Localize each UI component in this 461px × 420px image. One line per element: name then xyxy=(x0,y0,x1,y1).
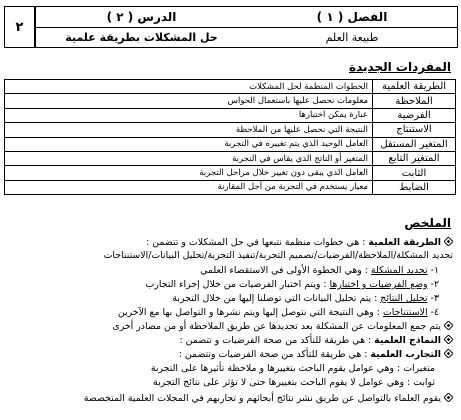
lesson-header xyxy=(4,6,458,48)
diamond-bullet-icon xyxy=(444,237,453,246)
chapter-title: الفصل ( ١ ) xyxy=(247,7,457,28)
term-label: الطريقة العلمية xyxy=(368,237,441,248)
term-label: النماذج العلمية xyxy=(374,335,441,346)
vocab-def: العامل الوحيد الذي يتم تغييره في التجربة xyxy=(5,137,373,151)
lesson-cell xyxy=(35,7,247,47)
table-row xyxy=(5,108,456,122)
diamond-bullet-icon xyxy=(444,349,453,358)
vocab-term: الثابت xyxy=(373,166,456,180)
vocab-term: الضابط xyxy=(373,180,456,194)
summary-line xyxy=(146,236,453,249)
step-label: تحليل النتائج xyxy=(380,293,428,304)
chapter-subtitle: طبيعة العلم xyxy=(325,31,379,44)
vocab-term: الفرضية xyxy=(373,108,456,122)
vocab-def: معيار يستخدم في التجربة من أجل المقارنة xyxy=(5,180,373,194)
summary-line xyxy=(112,320,453,333)
step-label: تحديد المشكلة xyxy=(370,265,428,276)
step-text: : يتم تحليل البيانات التي توصلنا إليها من خلال التجربة xyxy=(172,293,381,304)
lesson-title: الدرس ( ٢ ) xyxy=(36,7,247,28)
table-row xyxy=(5,137,456,151)
step-number: ٤- xyxy=(427,307,439,318)
step-number: ١- xyxy=(427,265,439,276)
table-row xyxy=(5,123,456,137)
vocab-term: المتغير التابع xyxy=(373,151,456,165)
vocab-term: الطريقة العلمية xyxy=(373,80,456,94)
note-text: يقوم العلماء بالتواصل عن طريق نشر نتائج أبحاثهم و تجاربهم في المجلات العلمية المتخصصة xyxy=(83,393,441,404)
vocab-def: معلومات نحصل عليها باستعمال الحواس xyxy=(5,94,373,108)
step-number: ٣- xyxy=(427,293,439,304)
summary-line xyxy=(146,278,439,291)
page-number: ٢ xyxy=(5,7,35,47)
vocab-term: المتغير المستقل xyxy=(373,137,456,151)
summary-line: متغيرات : وهي عوامل يقوم الباحث بتغييرها و ملاحظة تأثيرها على التجربة xyxy=(150,363,435,374)
summary-line xyxy=(200,264,439,277)
step-text: : ويتم اختبار الفرضيات من خلال إجراء التجارب xyxy=(145,279,330,290)
step-text: : وهي النتيجة التي نتوصل إليها ويتم نشرها و التواصل بها مع الآخرين xyxy=(117,307,383,318)
step-text: : وهي الخطوة الأولى في الاستقصاء العلمي xyxy=(200,265,371,276)
summary-line: ثوابت : وهي عوامل لا يقوم الباحث بتغييرها حتى لا تؤثر على نتائج التجربة xyxy=(153,377,435,388)
summary-title: الملخص xyxy=(404,216,451,230)
step-label: وضع الفرضيات و اختبارها xyxy=(329,279,428,290)
step-number: ٢- xyxy=(427,279,439,290)
summary-line xyxy=(179,348,453,361)
step-label: الاستنتاجات xyxy=(382,307,428,318)
diamond-bullet-icon xyxy=(444,335,453,344)
table-row xyxy=(5,151,456,165)
term-label: التجارب العلمية xyxy=(370,349,441,360)
lesson-subtitle: حل المشكلات بطريقة علمية xyxy=(65,31,218,44)
diamond-bullet-icon xyxy=(444,393,453,402)
diamond-bullet-icon xyxy=(444,321,453,330)
table-row xyxy=(5,180,456,194)
term-text: : هي طريقة للتأكد من صحة الفرضيات وتتضمن : xyxy=(178,349,371,360)
summary-line: تحديد المشكلة/الملاحظة/الفرضيات/تصميم التجربة/تنفيذ التجربة/تحليل البيانات/الاستنتاجات xyxy=(103,250,453,261)
note-text: يتم جمع المعلومات عن المشكلة بعد تحديدها عن طريق الملاحظة أو من مصادر أخرى xyxy=(112,321,441,332)
table-row xyxy=(5,166,456,180)
vocab-def: الخطوات المنظمة لحل المشكلات xyxy=(5,80,373,94)
term-text: : هي طريقة للتأكد من صحة الفرضيات و تتضمن : xyxy=(179,335,375,346)
vocab-table xyxy=(4,79,456,195)
vocab-term: الملاحظة xyxy=(373,94,456,108)
summary-line xyxy=(84,392,453,405)
vocab-title: المفردات الجديدة xyxy=(349,60,451,74)
vocab-def: عبارة يمكن اختبارها xyxy=(5,108,373,122)
vocab-term: الاستنتاج xyxy=(373,123,456,137)
table-row xyxy=(5,94,456,108)
summary-line xyxy=(118,306,439,319)
summary-line xyxy=(180,334,453,347)
table-row xyxy=(5,80,456,94)
vocab-def: المتغير أو الناتج الذي يقاس في التجربة xyxy=(5,151,373,165)
vocab-def: النتيجة التي نحصل عليها من الملاحظة xyxy=(5,123,373,137)
vocab-def: العامل الذي يبقى دون تغيير خلال مراحل التجربة xyxy=(5,166,373,180)
chapter-cell xyxy=(247,7,457,47)
summary-line xyxy=(172,292,439,305)
term-text: : هي خطوات منظمة نتبعها في حل المشكلات و تتضمن : xyxy=(146,237,369,248)
